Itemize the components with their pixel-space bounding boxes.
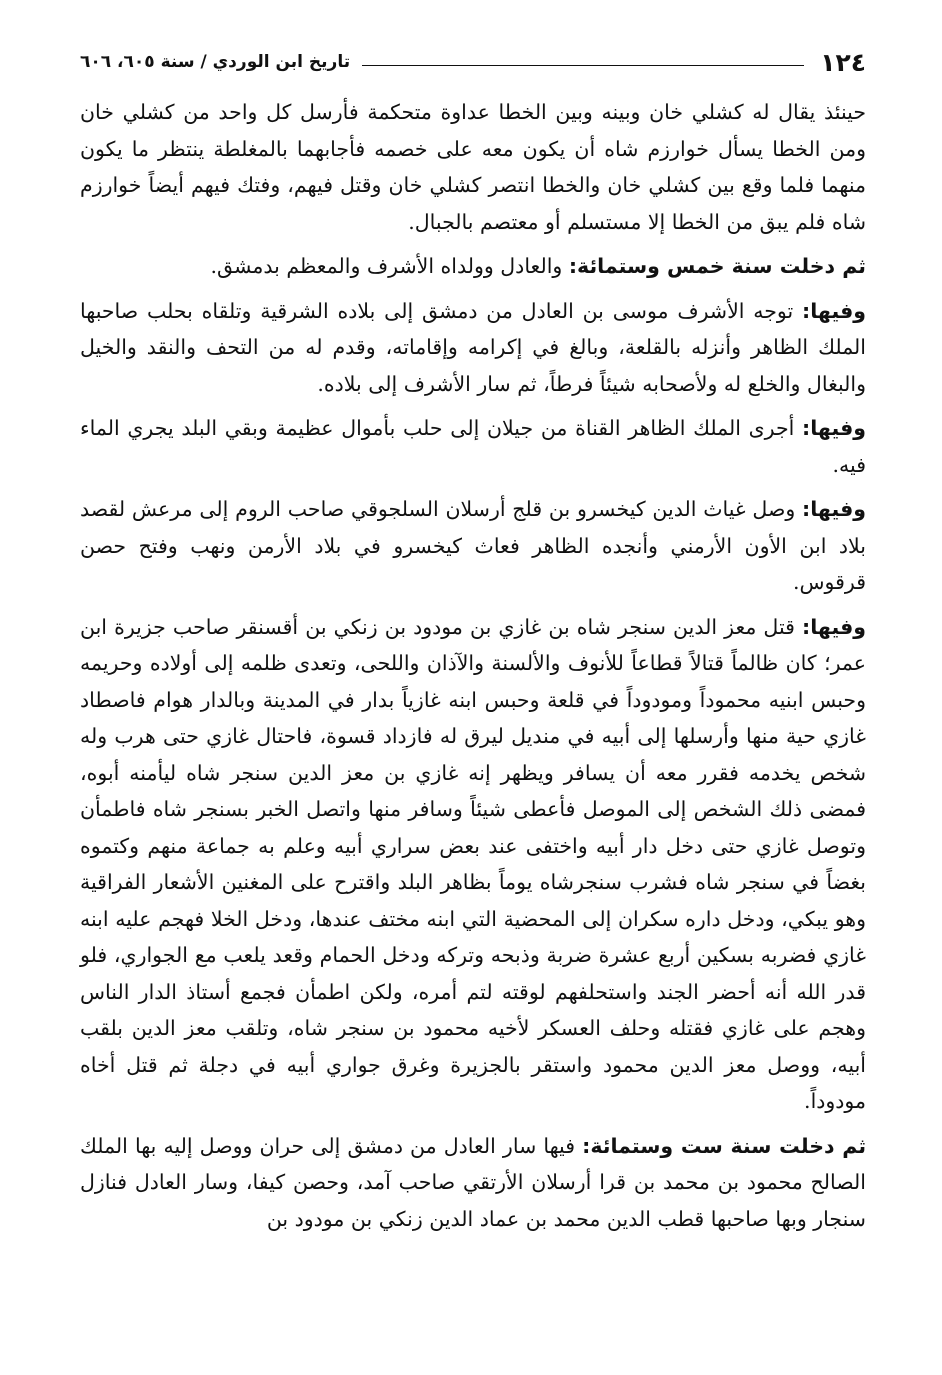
paragraph	[80, 94, 866, 240]
paragraph-text: توجه الأشرف موسى بن العادل من دمشق إلى بلاده الشرقية وتلقاه بحلب صاحبها الملك الظاهر وأنزله بالقلعة، وبالغ في إكرامه وإقاماته، وقدم له من التحف والنقد والخيل والبغال والخلع له ولأصحابه شيئاً فرطاً، ثم سار الأشرف إلى بلاده.	[80, 298, 866, 396]
book-page	[80, 40, 866, 1350]
paragraph-text: والعادل وولداه الأشرف والمعظم بدمشق.	[210, 254, 569, 278]
paragraph	[80, 491, 866, 601]
paragraph	[80, 293, 866, 403]
paragraph	[80, 410, 866, 483]
paragraph-text: فيها سار العادل من دمشق إلى حران ووصل إليه بها الملك الصالح محمود بن محمد بن قرا أرسلان الأرتقي صاحب آمد، وحصن كيفا، وسار العادل فنازل سنجار وبها صاحبها قطب الدين محمد بن عماد الدين زنكي بن مودود بن	[80, 1133, 866, 1231]
paragraph-lead: وفيها:	[802, 497, 866, 521]
page-number: ١٢٤	[820, 47, 866, 77]
paragraph	[80, 609, 866, 1120]
year-heading: ثم دخلت سنة خمس وستمائة:	[568, 254, 866, 278]
paragraph-lead: وفيها:	[802, 298, 866, 323]
paragraph-text: أجرى الملك الظاهر القناة من جيلان إلى حلب بأموال عظيمة وبقي البلد يجري الماء فيه.	[80, 416, 866, 477]
paragraph-lead: وفيها:	[802, 614, 866, 639]
year-heading-paragraph	[80, 1128, 866, 1238]
paragraph-text: قتل معز الدين سنجر شاه بن غازي بن مودود بن زنكي بن أقسنقر صاحب جزيرة ابن عمر؛ كان ظالماً قتالاً قطاعاً للأنوف والألسنة والآذان واللحى، وتعدى ظلمه إلى أولاده وحريمه وحبس ابنيه محموداً ومودوداً في قلعة وحبس ابنه غازياً بدار في المدينة وبالدار هوام فاصطاد غازي حية منها وأرسلها إلى أبيه في منديل ليرق له فازداد قسوة، فاحتال غازي حتى هرب وله شخص يخدمه فقرر معه أن يسافر ويظهر إنه غازي بن معز الدين سنجر شاه ليأمنه أبوه، فمضى ذلك الشخص إلى الموصل فأعطى شيئاً وسافر منها واتصل الخبر بسنجر شاه فاطمأن وتوصل غازي حتى دخل دار أبيه واختفى عند بعض سراري أبيه وعلم به جماعة منهم وكتموه بغضاً في سنجر شاه فشرب سنجرشاه يوماً بظاهر البلد واقترح على المغنين الأشعار الفراقية وهو يبكي، ودخل داره سكران إلى المحضية التي ابنه مختف عندها، ودخل الخلا فهجم عليه ابنه غازي فضربه بسكين أربع عشرة ضربة وذبحه وتركه ودخل الحمام وقعد يلعب مع الجواري، فلو قدر الله أنه أحضر الجند واستحلفهم لوقته لتم أمره، ولكن اطمأن فجمع أستاذ الدار الناس وهجم على غازي فقتله وحلف العسكر لأخيه محمود بن سنجر شاه، وتلقب معز الدين بلقب أبيه، ووصل معز الدين محمود واستقر بالجزيرة وغرق جواري أبيه في دجلة ثم قتل أخاه مودوداً.	[80, 614, 866, 1113]
running-title: تاريخ ابن الوردي / سنة ٦٠٥، ٦٠٦	[80, 52, 351, 72]
year-heading: ثم دخلت سنة ست وستمائة:	[582, 1133, 867, 1158]
header-rule	[362, 65, 804, 66]
page-header	[80, 40, 866, 84]
paragraph-lead: وفيها:	[802, 416, 866, 440]
paragraph-text: وصل غياث الدين كيخسرو بن قلج أرسلان السلجوقي صاحب الروم إلى مرعش لقصد بلاد ابن الأون الأرمني وأنجده الظاهر فعاث كيخسرو في بلاد الأرمن ونهب وفتح حصن قرقوس.	[80, 497, 866, 594]
paragraph-text: حينئذ يقال له كشلي خان وبينه وبين الخطا عداوة متحكمة فأرسل كل واحد من كشلي خان ومن الخطا يسأل خوارزم شاه أن يكون معه على خصمه فأجابهما بالمغلطة ينتظر ما يكون منهما فلما وقع بين كشلي خان والخطا انتصر كشلي خان وقتل فيهم، وفتك فيهم أيضاً خوارزم شاه فلم يبق من الخطا إلا مستسلم أو معتصم بالجبال.	[80, 100, 866, 234]
year-heading-paragraph	[80, 248, 866, 285]
